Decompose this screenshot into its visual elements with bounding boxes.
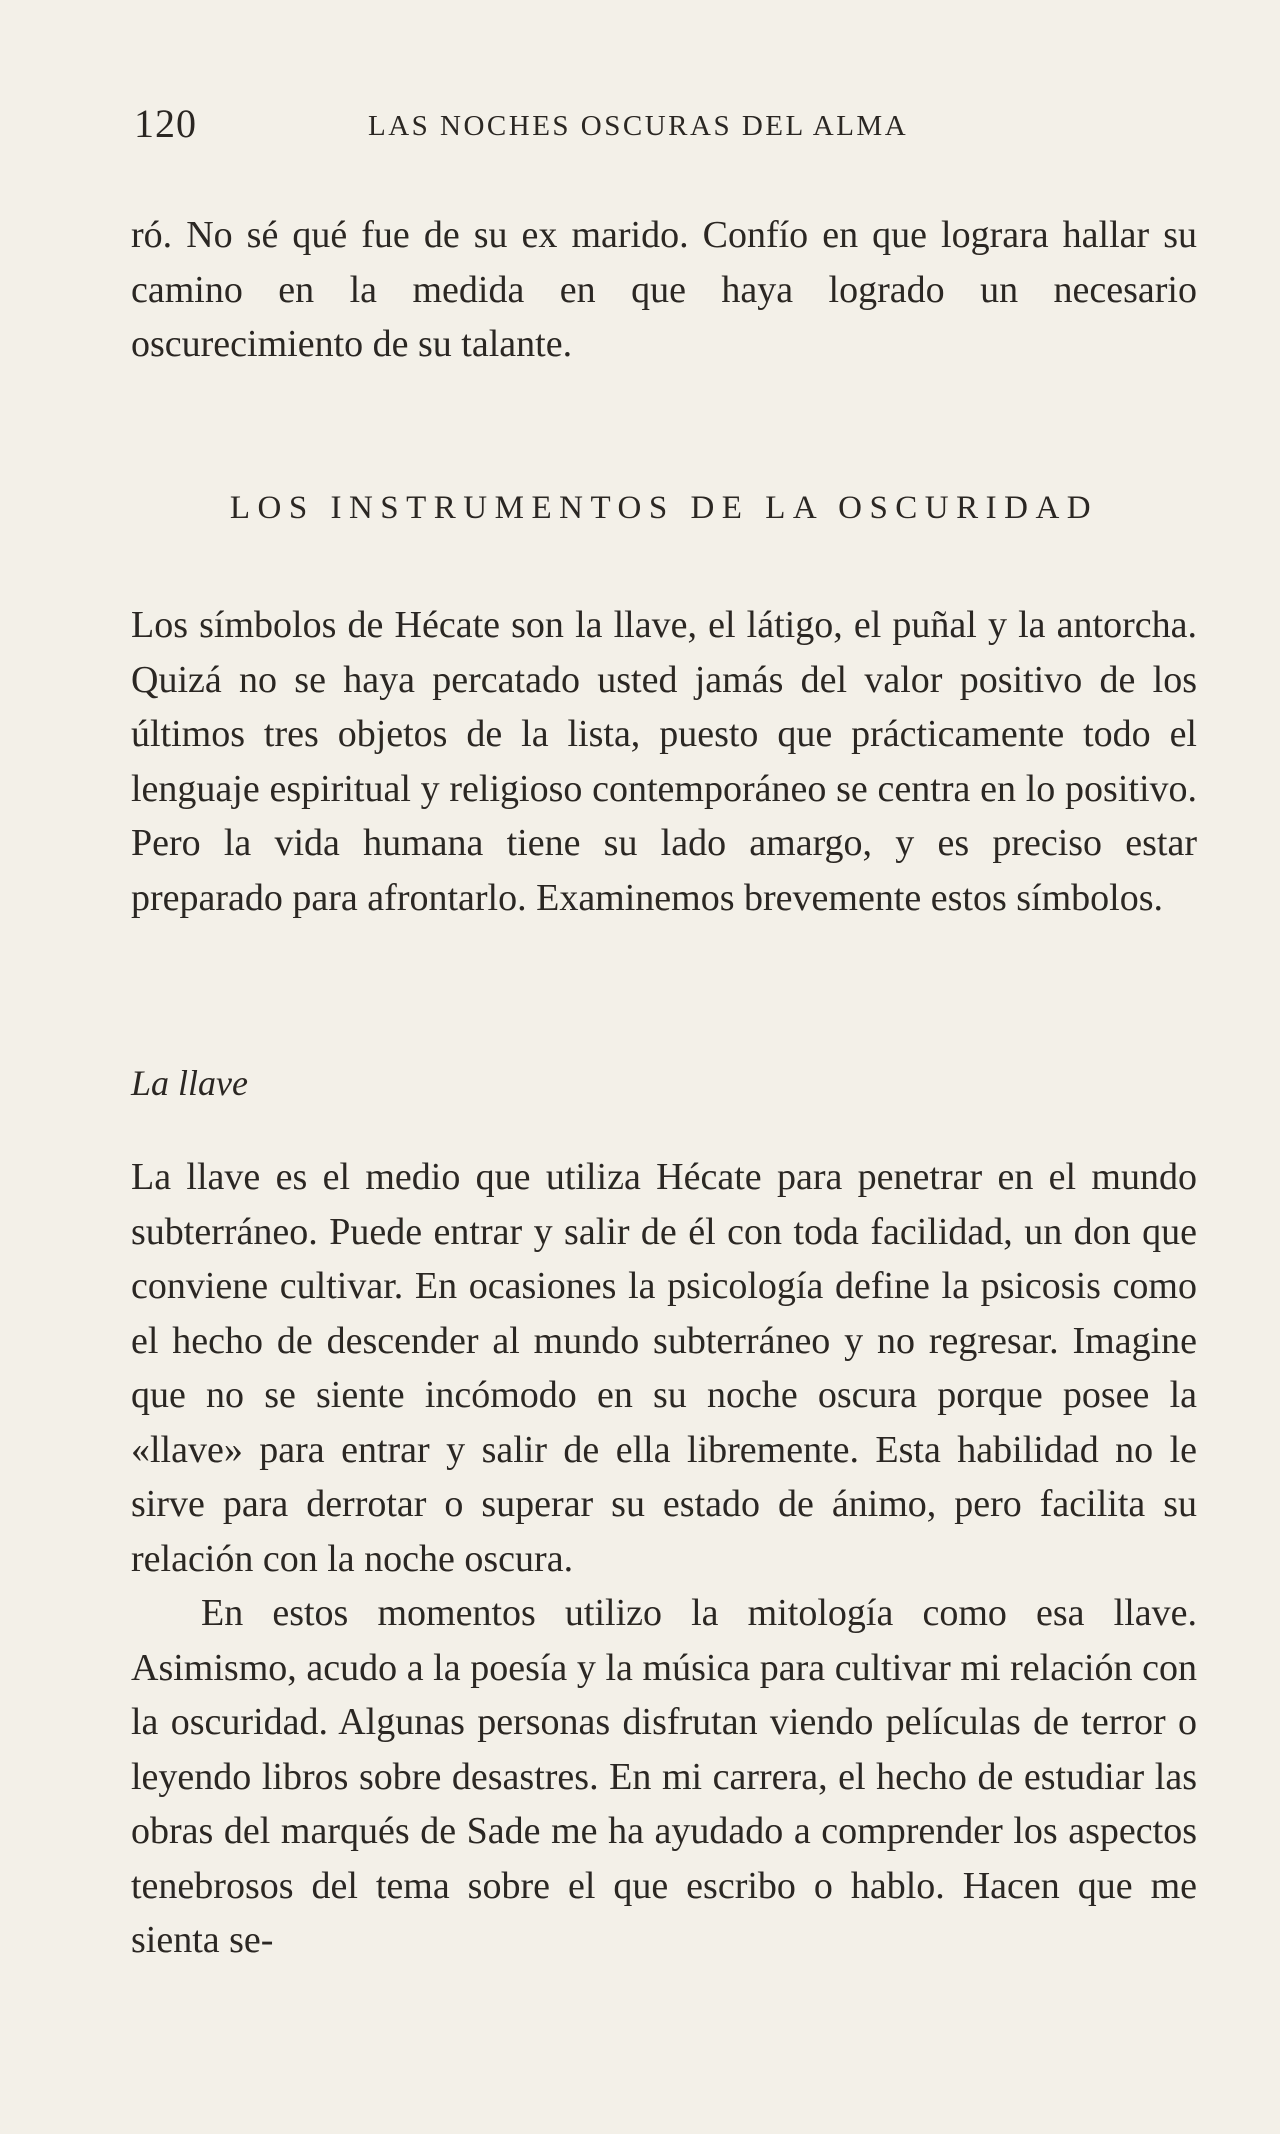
running-head	[134, 100, 1154, 160]
subsection-paragraph-2: En estos momentos utilizo la mitología como esa llave. Asimismo, acudo a la poesía y la música para cultivar mi relación con la oscuridad. Algunas personas disfrutan viendo películas de terror o leyendo libros sobre desastres. En mi carrera, el hecho de estudiar las obras del marqués de Sade me ha ayudado a comprender los aspectos tenebrosos del tema sobre el que escribo o hablo. Hacen que me sienta se-	[131, 1592, 1197, 1961]
section-paragraph: Los símbolos de Hécate son la llave, el látigo, el puñal y la antorcha. Quizá no se haya percatado usted jamás del valor positivo de los últimos tres objetos de la lista, puesto que prácticamente todo el lenguaje espiritual y religioso contemporáneo se centra en lo positivo. Pero la vida humana tiene su lado amargo, y es preciso estar preparado para afrontarlo. Examinemos brevemente estos símbolos.	[131, 604, 1197, 919]
book-title: LAS NOCHES OSCURAS DEL ALMA	[368, 110, 909, 142]
page-number: 120	[134, 101, 197, 146]
subsection-paragraph-1: La llave es el medio que utiliza Hécate para penetrar en el mundo subterráneo. Puede entrar y salir de él con toda facilidad, un don que conviene cultivar. En ocasiones la psicología define la psicosis como el hecho de descender al mundo subterráneo y no regresar. Imagine que no se siente incómodo en su noche oscura porque posee la «llave» para entrar y salir de ella libremente. Esta habilidad no le sirve para derrotar o superar su estado de ánimo, pero facilita su relación con la noche oscura.	[131, 1156, 1197, 1580]
section-body	[131, 598, 1197, 925]
subsection-body	[131, 1150, 1197, 1968]
subsection-heading: La llave	[131, 1063, 248, 1103]
intro-paragraph: ró. No sé qué fue de su ex marido. Confío en que lograra hallar su camino en la medida en que haya logrado un necesario oscurecimiento de su talante.	[131, 214, 1197, 365]
intro-text	[131, 208, 1197, 372]
section-heading: LOS INSTRUMENTOS DE LA OSCURIDAD	[229, 490, 1099, 526]
